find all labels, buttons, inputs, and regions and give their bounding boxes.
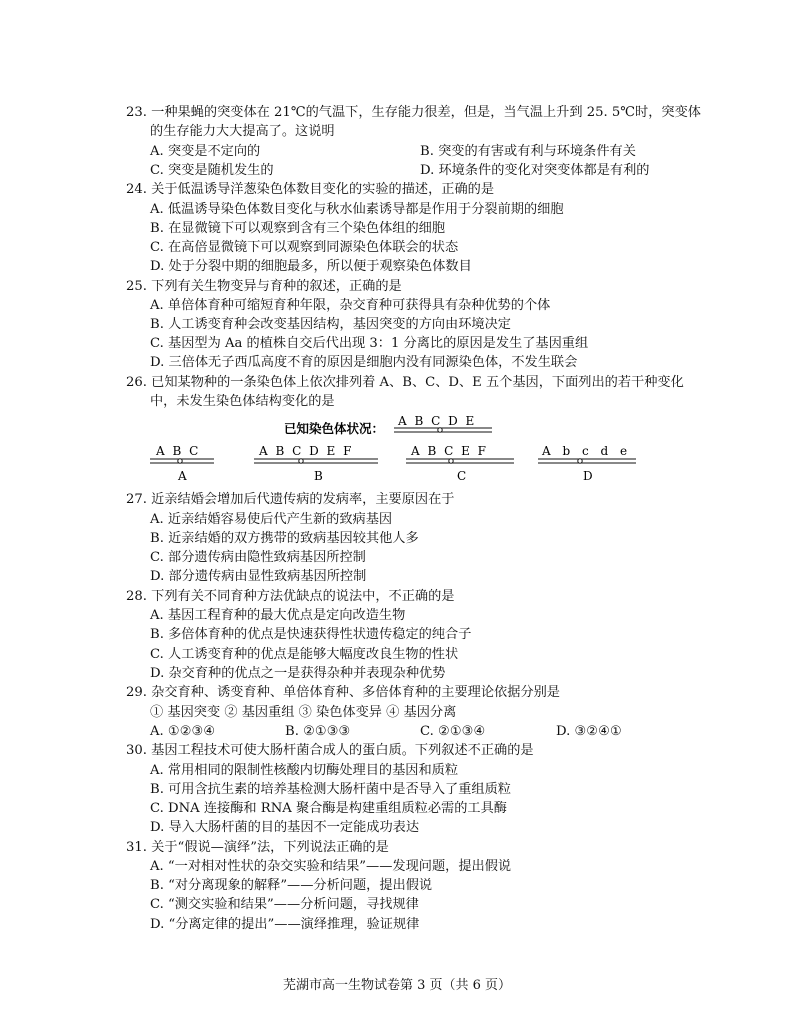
q24-option-b: B. 在显微镜下可以观察到含有三个染色体组的细胞 [150, 221, 446, 236]
q31-stem: 31. 关于“假说—演绎”法，下列说法正确的是 [126, 840, 389, 855]
known-chromosome-genes: A B C D E [398, 414, 477, 428]
fig-a-genes: A B C [156, 444, 201, 458]
q30-option-c: C. DNA 连接酶和 RNA 聚合酶是构建重组质粒必需的工具酶 [150, 801, 507, 816]
known-chromosome [394, 428, 492, 432]
q23-stem: 23. 一种果蝇的突变体在 21℃的气温下，生存能力很差，但是，当气温上升到 25. 5℃时，突变体 [126, 105, 701, 120]
fig-d-label: D [583, 469, 593, 483]
q28-option-a: A. 基因工程育种的最大优点是定向改造生物 [150, 608, 406, 623]
q31-option-b: B. “对分离现象的解释”——分析问题，提出假说 [150, 878, 433, 893]
chromosome-figure [0, 408, 794, 488]
q27-option-a: A. 近亲结婚容易使后代产生新的致病基因 [150, 512, 393, 527]
q29-items: ① 基因突变 ② 基因重组 ③ 染色体变异 ④ 基因分离 [150, 705, 457, 720]
q24-option-c: C. 在高倍显微镜下可以观察到同源染色体联会的状态 [150, 240, 459, 255]
q27-option-c: C. 部分遗传病由隐性致病基因所控制 [150, 550, 366, 565]
q29-option-c: C. ②①③④ [420, 724, 486, 739]
q24-stem: 24. 关于低温诱导洋葱染色体数目变化的实验的描述，正确的是 [126, 182, 495, 197]
q30-option-b: B. 可用含抗生素的培养基检测大肠杆菌中是否导入了重组质粒 [150, 782, 511, 797]
q23-option-d: D. 环境条件的变化对突变体都是有利的 [420, 163, 650, 178]
q28-stem: 28. 下列有关不同育种方法优缺点的说法中，不正确的是 [126, 589, 455, 604]
q24-option-d: D. 处于分裂中期的细胞最多，所以便于观察染色体数目 [150, 259, 472, 274]
fig-b-label: B [314, 469, 323, 483]
q25-option-a: A. 单倍体育种可缩短育种年限，杂交育种可获得具有杂种优势的个体 [150, 298, 551, 313]
q30-option-d: D. 导入大肠杆菌的目的基因不一定能成功表达 [150, 820, 420, 835]
q27-stem: 27. 近亲结婚会增加后代遗传病的发病率，主要原因在于 [126, 492, 455, 507]
fig-c-label: C [457, 469, 467, 483]
q28-option-c: C. 人工诱变育种的优点是能够大幅度改良生物的性状 [150, 647, 459, 662]
q25-option-b: B. 人工诱变育种会改变基因结构，基因突变的方向由环境决定 [150, 317, 511, 332]
q30-stem: 30. 基因工程技术可使大肠杆菌合成人的蛋白质。下列叙述不正确的是 [126, 743, 534, 758]
q29-option-a: A. ①②③④ [150, 724, 216, 739]
q28-option-d: D. 杂交育种的优点之一是获得杂种并表现杂种优势 [150, 666, 446, 681]
known-chromosome-label: 已知染色体状况： [284, 421, 385, 436]
q31-option-c: C. “测交实验和结果”——分析问题，寻找规律 [150, 897, 419, 912]
q29-option-b: B. ②①③③ [285, 724, 351, 739]
q23-option-b: B. 突变的有害或有利与环境条件有关 [420, 144, 636, 159]
q31-option-a: A. “一对相对性状的杂交实验和结果”——发现问题，提出假说 [150, 859, 512, 874]
q31-option-d: D. “分离定律的提出”——演绎推理，验证规律 [150, 917, 420, 932]
q26-stem: 26. 已知某物种的一条染色体上依次排列着 A、B、C、D、E 五个基因，下面列出的若干种变化 [126, 375, 684, 390]
fig-b-chromosome [254, 459, 378, 463]
q30-option-a: A. 常用相同的限制性核酸内切酶处理目的基因和质粒 [150, 763, 459, 778]
fig-b-genes: A B C D E F [259, 444, 354, 458]
q23-option-c: C. 突变是随机发生的 [150, 163, 274, 178]
fig-d-chromosome [538, 459, 636, 463]
q24-option-a: A. 低温诱导染色体数目变化与秋水仙素诱导都是作用于分裂前期的细胞 [150, 202, 564, 217]
q27-option-d: D. 部分遗传病由显性致病基因所控制 [150, 569, 367, 584]
q25-option-c: C. 基因型为 Aa 的植株自交后代出现 3：1 分离比的原因是发生了基因重组 [150, 336, 589, 351]
q29-stem: 29. 杂交育种、诱变育种、单倍体育种、多倍体育种的主要理论依据分别是 [126, 685, 560, 700]
q25-option-d: D. 三倍体无子西瓜高度不育的原因是细胞内没有同源染色体，不发生联会 [150, 355, 578, 370]
fig-c-genes: A B C E F [411, 444, 489, 458]
fig-c-chromosome [406, 459, 514, 463]
q25-stem: 25. 下列有关生物变异与育种的叙述，正确的是 [126, 279, 402, 294]
q27-option-b: B. 近亲结婚的双方携带的致病基因较其他人多 [150, 531, 419, 546]
fig-a-chromosome [150, 459, 214, 463]
page-footer: 芜湖市高一生物试卷第 3 页（共 6 页） [282, 978, 512, 993]
q23-option-a: A. 突变是不定向的 [150, 144, 261, 159]
q23-stem-cont: 的生存能力大大提高了。这说明 [150, 124, 335, 139]
fig-a-label: A [178, 469, 187, 483]
fig-d-genes: A b c d e [542, 444, 632, 458]
q26-stem-cont: 中，未发生染色体结构变化的是 [150, 394, 335, 409]
q28-option-b: B. 多倍体育种的优点是快速获得性状遗传稳定的纯合子 [150, 627, 472, 642]
q29-option-d: D. ③②④① [556, 724, 622, 739]
